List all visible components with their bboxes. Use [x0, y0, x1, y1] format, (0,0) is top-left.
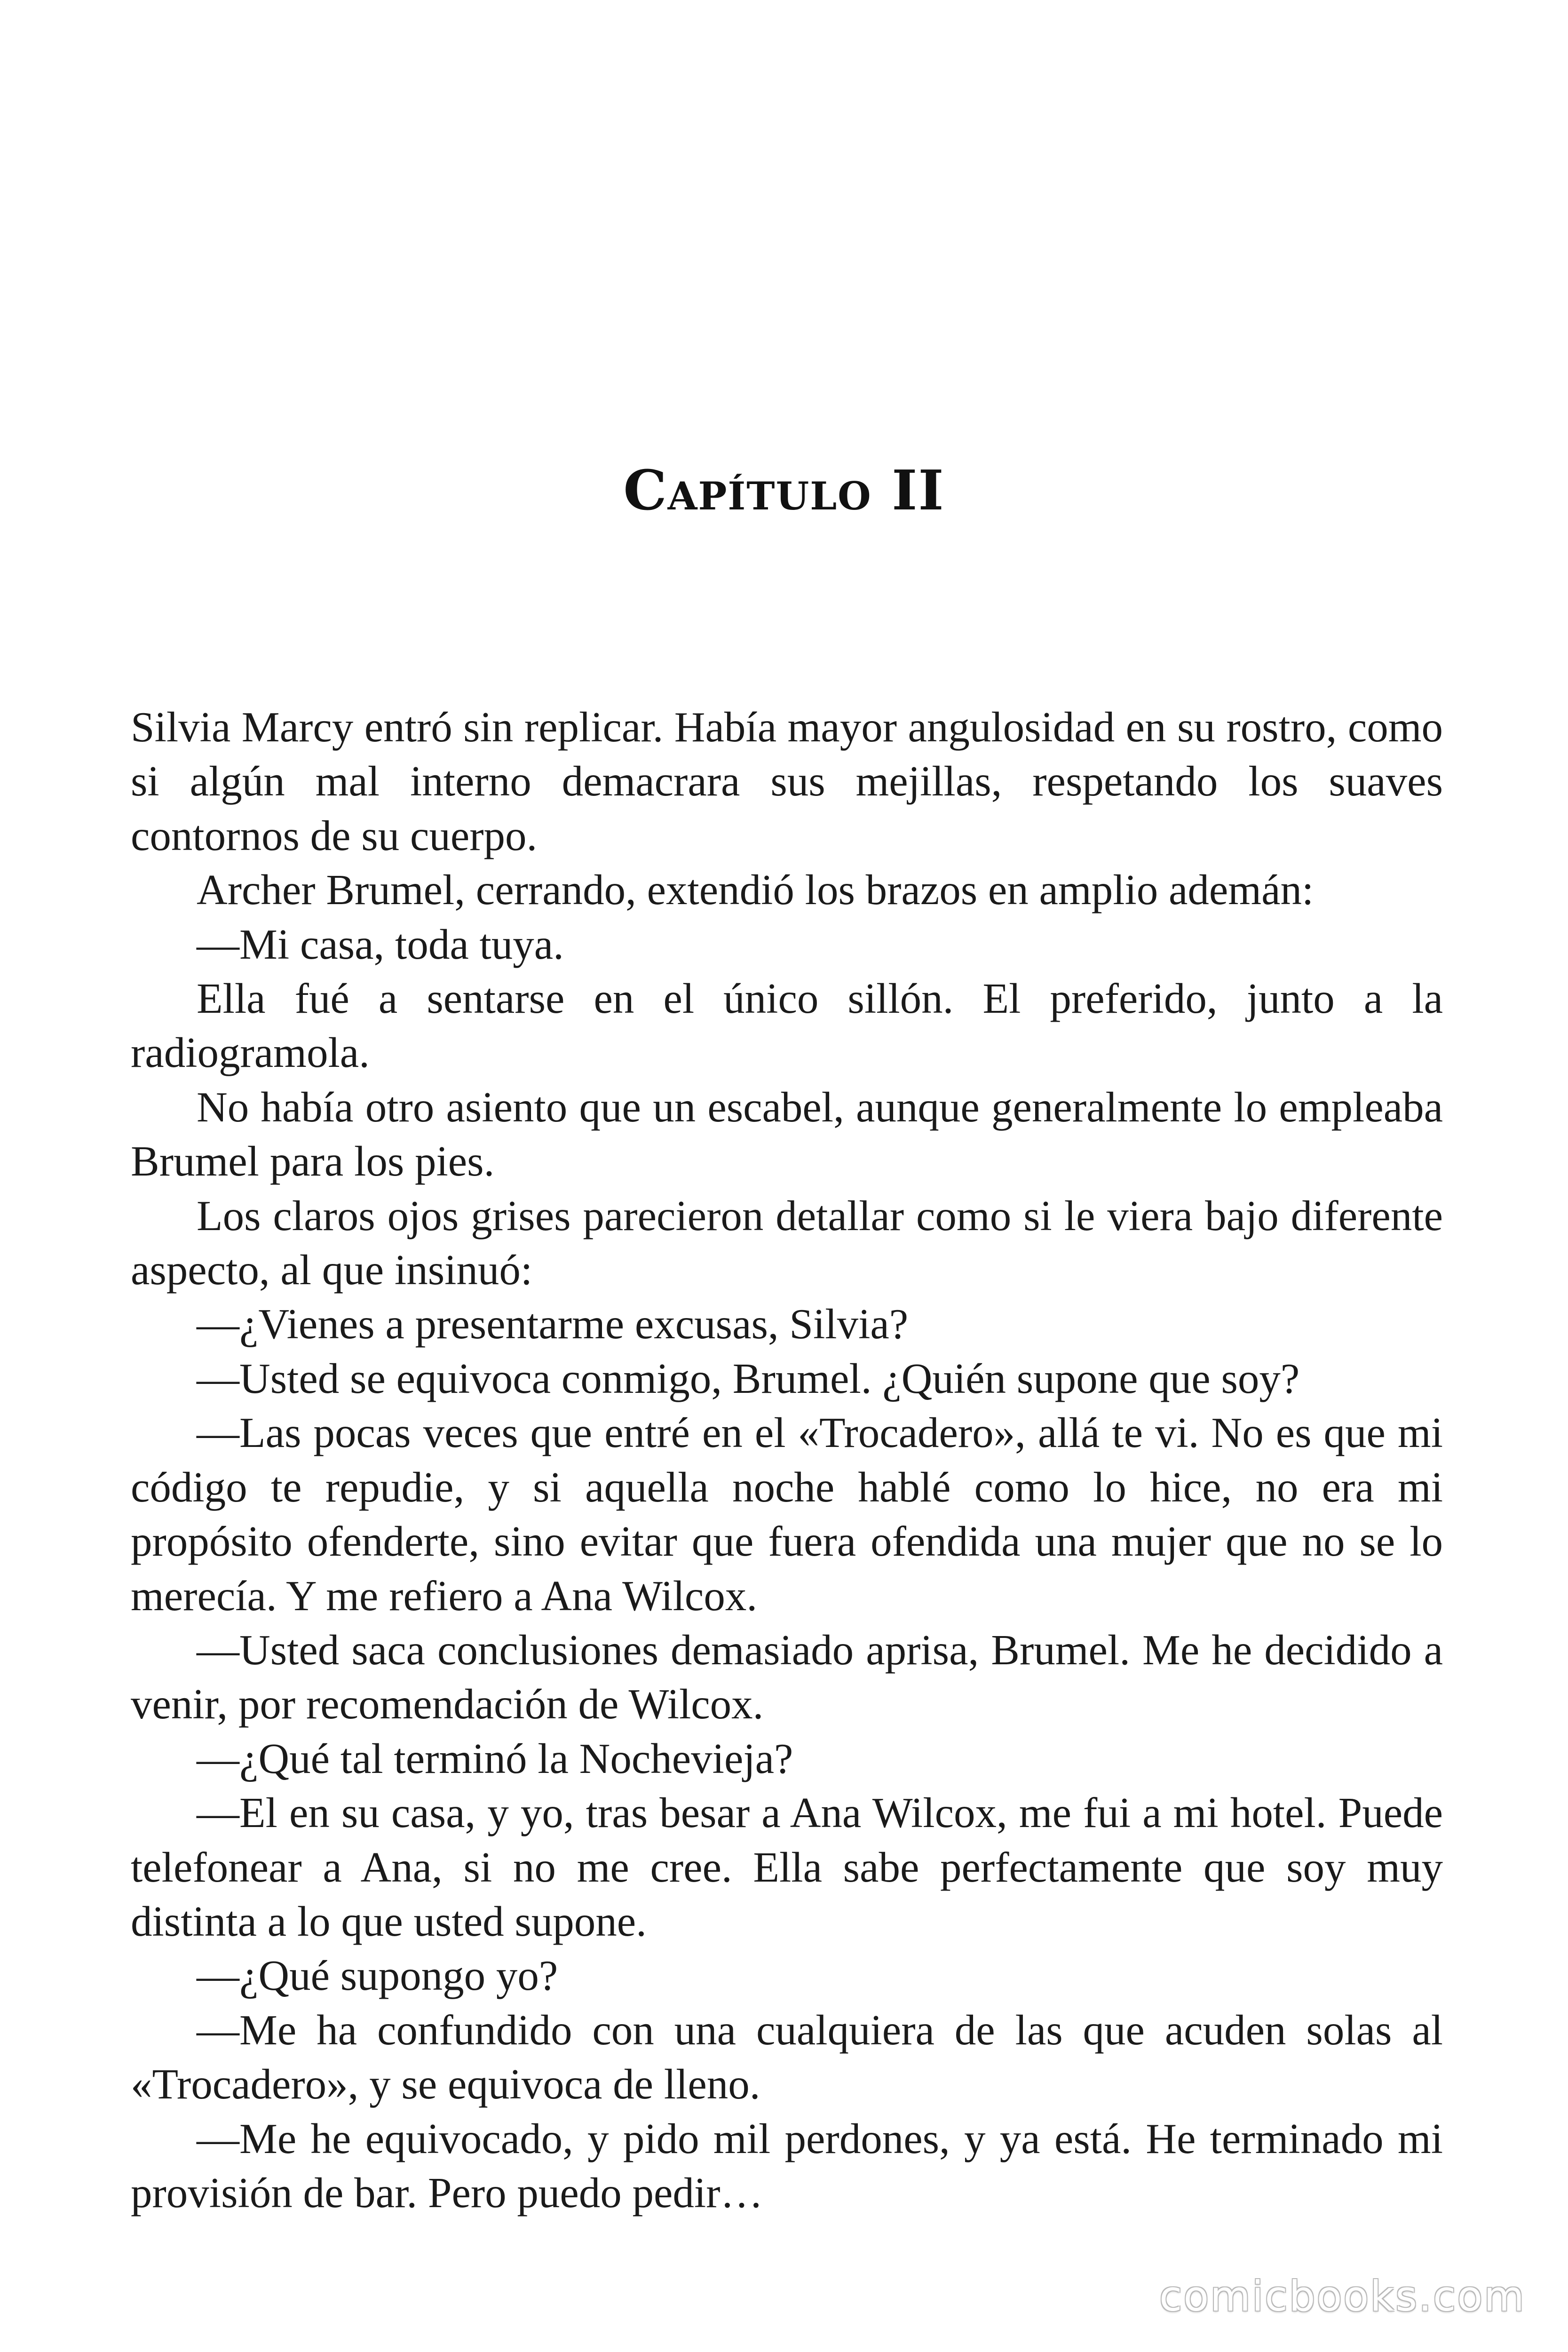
paragraph: Silvia Marcy entró sin replicar. Había mayor angulosidad en su rostro, como si algún mal interno demacrara sus mejillas, respetando los suaves contornos de su cuerpo.	[131, 703, 1443, 859]
paragraph: —¿Vienes a presentarme excusas, Silvia?	[197, 1300, 909, 1348]
watermark: comicbooks.com	[1159, 2272, 1526, 2320]
paragraph: —¿Qué supongo yo?	[197, 1952, 558, 2000]
paragraph: Los claros ojos grises parecieron detallar como si le viera bajo diferente aspecto, al que insinuó:	[131, 1192, 1443, 1294]
paragraph: —Las pocas veces que entré en el «Trocadero», allá te vi. No es que mi código te repudie, y si aquella noche hablé como lo hice, no era mi propósito ofenderte, sino evitar que fuera ofendida una mujer que no se lo merecía. Y me refiero a Ana Wilcox.	[131, 1409, 1443, 1620]
paragraph: No había otro asiento que un escabel, aunque generalmente lo empleaba Brumel para los pies.	[131, 1083, 1443, 1185]
paragraph: —¿Qué tal terminó la Nochevieja?	[197, 1734, 793, 1782]
paragraph: —Mi casa, toda tuya.	[197, 920, 564, 968]
paragraph: —Usted se equivoca conmigo, Brumel. ¿Quién supone que soy?	[197, 1354, 1300, 1402]
paragraph: Archer Brumel, cerrando, extendió los brazos en amplio ademán:	[197, 866, 1314, 914]
paragraph: —Me ha confundido con una cualquiera de las que acuden solas al «Trocadero», y se equivoca de lleno.	[131, 2006, 1443, 2108]
chapter-body	[131, 700, 1443, 2220]
paragraph: —Me he equivocado, y pido mil perdones, y ya está. He terminado mi provisión de bar. Pero puedo pedir…	[131, 2114, 1443, 2217]
chapter-title: Capítulo II	[623, 459, 945, 523]
paragraph: Ella fué a sentarse en el único sillón. El preferido, junto a la radiogramola.	[131, 975, 1443, 1077]
paragraph: —El en su casa, y yo, tras besar a Ana Wilcox, me fui a mi hotel. Puede telefonear a Ana, si no me cree. Ella sabe perfectamente que soy muy distinta a lo que usted supone.	[131, 1789, 1443, 1945]
paragraph: —Usted saca conclusiones demasiado aprisa, Brumel. Me he decidido a venir, por recomendación de Wilcox.	[131, 1626, 1443, 1728]
